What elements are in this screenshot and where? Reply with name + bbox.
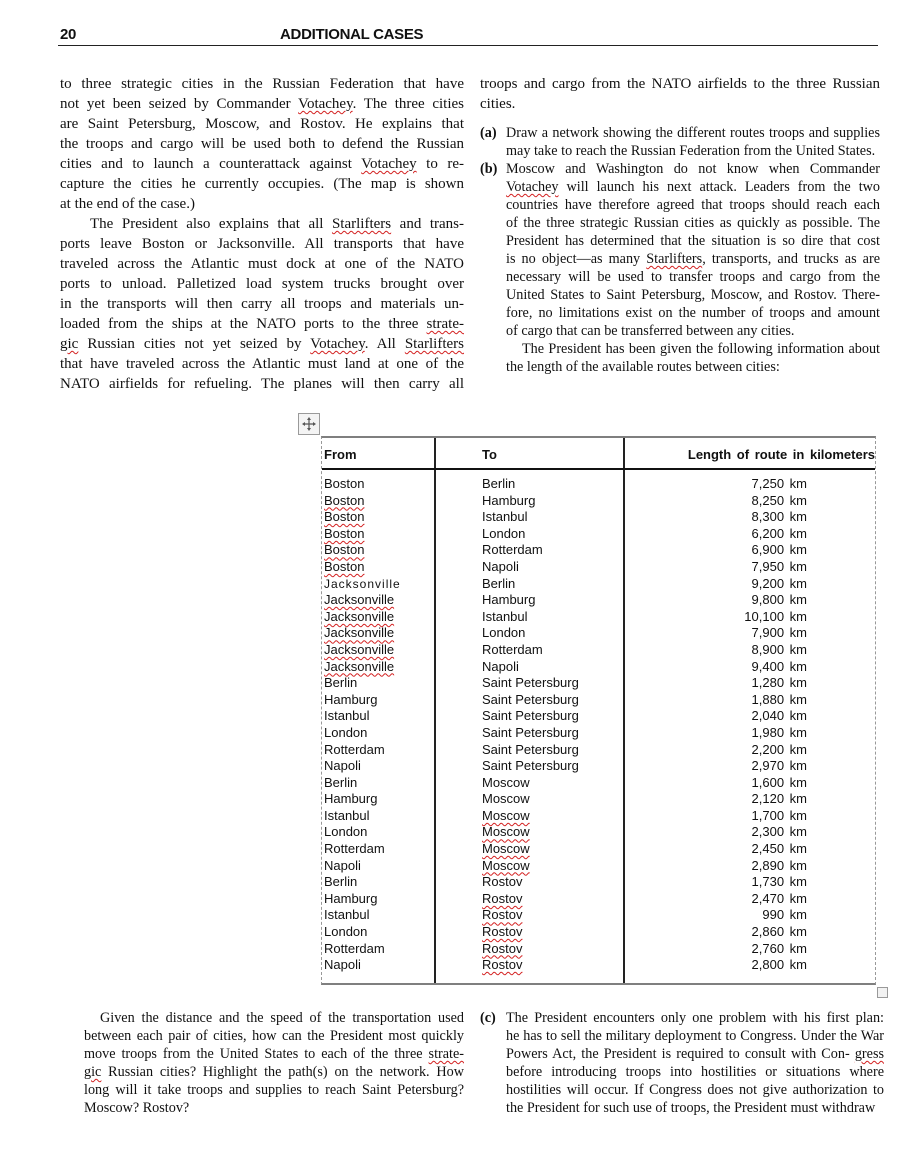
text-line: The President encounters only one problem with his first plan: [506,1010,884,1026]
cell-from: Berlin [324,874,358,890]
cell-from: Napoli [324,857,361,873]
cell-from: Berlin [324,774,358,790]
text-line: NATO airfields for refueling. The planes will then carry all [60,376,464,392]
cell-to: Berlin [482,575,516,591]
question-c [480,1009,884,1117]
cell-length: 8,300 km [751,509,807,525]
cell-to: Rostov [482,940,523,956]
cell-from: London [324,924,368,940]
spellcheck-flagged-word[interactable]: Votachey [310,336,365,352]
table-row [322,742,875,759]
table-row [322,625,875,642]
cell-length: 1,600 km [751,774,807,790]
table-row [322,808,875,825]
cell-from: Boston [324,542,365,558]
table-body [322,476,875,974]
paragraph-president-explains [60,214,464,394]
cell-length: 10,100 km [744,608,807,624]
table-row [322,559,875,576]
text-line: Powers Act, the President is required to consult with Con- gress [506,1046,884,1062]
left-column [60,74,464,394]
cell-length: 6,900 km [751,542,807,558]
cell-to: Saint Petersburg [482,691,579,707]
spellcheck-flagged-word[interactable]: Votachey [298,96,353,112]
table-row [322,659,875,676]
cell-to: Saint Petersburg [482,741,579,757]
question-label: (b) [480,161,498,177]
text-line: of the three strategic Russian cities as quickly as possible. The [506,215,880,231]
table-row [322,758,875,775]
cell-from: Boston [324,525,365,541]
cell-length: 9,800 km [751,592,807,608]
text-line: ports leave Boston or Jacksonville. All transports that have [60,236,464,252]
text-line: Given the distance and the speed of the transportation used [100,1010,464,1026]
cell-length: 2,760 km [751,940,807,956]
cell-length: 8,900 km [751,641,807,657]
question-b [480,160,880,376]
table-row [322,493,875,510]
cell-length: 2,890 km [751,857,807,873]
table-row [322,675,875,692]
cell-length: 990 km [762,907,807,923]
table-header-row [322,438,875,470]
table-row [322,874,875,891]
text-line: cities. [480,96,516,112]
cell-to: Moscow [482,824,530,840]
spellcheck-flagged-word[interactable]: Votachey [361,156,417,172]
cell-length: 9,400 km [751,658,807,674]
text-line: may take to reach the Russian Federation from the United States. [506,143,876,159]
text-line: traveled across the Atlantic must dock at one of the NATO [60,256,464,272]
question-a [480,124,880,160]
paragraph-intro-end [480,74,880,114]
paragraph-intro-continued [60,74,464,214]
routes-table [321,436,876,985]
cell-to: Rotterdam [482,542,543,558]
column-header-from: From [324,447,357,462]
cell-to: Berlin [482,476,516,491]
cell-to: Rostov [482,957,523,973]
spellcheck-flagged-word[interactable]: strate- [426,316,464,332]
table-row [322,924,875,941]
spellcheck-flagged-word[interactable]: strate- [428,1046,464,1062]
cell-length: 7,900 km [751,625,807,641]
table-row [322,609,875,626]
cell-length: 7,950 km [751,558,807,574]
text-line: gic Russian cities? Highlight the path(s) on the network. How [84,1064,464,1080]
cell-to: London [482,525,526,541]
cell-to: Moscow [482,841,530,857]
cell-length: 1,700 km [751,807,807,823]
running-head [58,26,878,46]
cell-from: Boston [324,509,365,525]
spellcheck-flagged-word[interactable]: gress [854,1046,884,1062]
table-move-handle[interactable] [298,413,320,435]
cell-from: Napoli [324,758,361,774]
text-line: Moscow and Washington do not know when Commander [506,161,880,177]
cell-from: Napoli [324,957,361,973]
table-row [322,957,875,974]
text-line: cities and to launch a counterattack against Votachey to re- [60,156,464,172]
text-line: loaded from the ships at the NATO ports to the three strate- [60,316,464,332]
text-line: The President also explains that all Starlifters and trans- [90,216,464,232]
text-line: United States to Saint Petersburg, Moscow, and Rostov. There- [506,287,880,303]
cell-to: Rostov [482,907,523,923]
table-row [322,708,875,725]
cell-from: London [324,724,368,740]
question-label: (c) [480,1010,496,1026]
spellcheck-flagged-word[interactable]: Votachey [506,179,559,195]
running-head-title: ADDITIONAL CASES [280,26,424,43]
cell-to: Hamburg [482,492,536,508]
cell-from: Istanbul [324,907,370,923]
table-row [322,941,875,958]
cell-from: Jacksonville [324,625,395,641]
page-number: 20 [60,26,77,43]
cell-length: 8,250 km [751,492,807,508]
table-row [322,509,875,526]
spellcheck-flagged-word[interactable]: Starlifters [404,336,464,352]
question-c-container [480,1009,884,1117]
cell-from: Jacksonville [324,608,395,624]
cell-to: Saint Petersburg [482,708,579,724]
text-line: he has to sell the military deployment to Congress. Under the War [506,1028,884,1044]
text-line: in the transports will then carry all troops and materials un- [60,296,464,312]
text-line: the length of the available routes between cities: [506,359,780,375]
text-line: Votachey will launch his next attack. Leaders from the two [506,179,880,195]
text-line: Draw a network showing the different routes troops and supplies [506,125,880,141]
cell-to: Istanbul [482,608,528,624]
text-line: President has determined that the situation is so dire that cost [506,233,880,249]
cell-from: Boston [324,476,365,491]
cell-from: London [324,824,368,840]
table-row [322,891,875,908]
table-row [322,642,875,659]
move-arrows-icon [301,416,317,432]
cell-to: Rostov [482,874,523,890]
spellcheck-flagged-word[interactable]: gic [60,336,79,352]
cell-length: 2,970 km [751,758,807,774]
cell-length: 2,120 km [751,791,807,807]
cell-length: 1,880 km [751,691,807,707]
cell-to: Hamburg [482,592,536,608]
text-line: capture the cities he currently occupies. (The map is shown [60,176,464,192]
cell-from: Jacksonville [324,592,395,608]
cell-to: Napoli [482,558,519,574]
cell-from: Istanbul [324,807,370,823]
cell-length: 9,200 km [751,575,807,591]
text-line: gic Russian cities not yet seized by Votachey. All Starlifters [60,336,464,352]
table-row [322,841,875,858]
cell-length: 7,250 km [751,476,807,491]
spellcheck-flagged-word[interactable]: Starlifters [646,251,703,267]
table-row [322,476,875,493]
text-line: before introducing troops into hostilities or situations where [506,1064,884,1080]
cell-to: Rostov [482,924,523,940]
cell-length: 1,730 km [751,874,807,890]
cell-to: Rostov [482,890,523,906]
text-line: hostilities will occur. If Congress does not give authorization to [506,1082,884,1098]
table-row [322,542,875,559]
text-line: that have traveled across the Atlantic must land at one of the [60,356,464,372]
table-row [322,725,875,742]
table-row [322,858,875,875]
cell-from: Hamburg [324,691,378,707]
cell-to: London [482,625,526,641]
cell-to: Rotterdam [482,641,543,657]
cell-length: 1,980 km [751,724,807,740]
text-line: countries have therefore agreed that troops should reach each [506,197,880,213]
cell-from: Jacksonville [324,658,395,674]
cell-from: Berlin [324,675,358,691]
cell-length: 2,450 km [751,841,807,857]
text-line: fore, no limitations exist on the number of troops and amount [506,305,880,321]
table-row [322,907,875,924]
cell-from: Jacksonville [324,576,401,591]
text-line: the President for such use of troops, the President must withdraw [506,1100,876,1116]
cell-to: Saint Petersburg [482,675,579,691]
cell-from: Rotterdam [324,741,385,757]
cell-length: 2,040 km [751,708,807,724]
table-row [322,775,875,792]
cell-length: 2,470 km [751,890,807,906]
cell-from: Rotterdam [324,940,385,956]
spellcheck-flagged-word[interactable]: Starlifters [331,216,392,232]
cell-from: Istanbul [324,708,370,724]
column-header-to: To [482,447,497,462]
text-line: of cargo that can be transferred between any cities. [506,323,795,339]
text-line: Moscow? Rostov? [84,1100,190,1116]
cell-length: 2,800 km [751,957,807,973]
cell-length: 1,280 km [751,675,807,691]
text-line: between each pair of cities, how can the President most quickly [84,1028,464,1044]
table-row [322,526,875,543]
text-line: troops and cargo from the NATO airfields to the three Russian [480,76,880,92]
column-header-length: Length of route in kilometers [687,447,875,462]
text-line: not yet been seized by Commander Votachey. The three cities [60,96,464,112]
table-row [322,791,875,808]
cell-length: 2,300 km [751,824,807,840]
cell-from: Hamburg [324,791,378,807]
cell-from: Jacksonville [324,641,395,657]
cell-to: Saint Petersburg [482,758,579,774]
table-row [322,824,875,841]
cell-to: Moscow [482,791,530,807]
cell-length: 6,200 km [751,525,807,541]
table-row [322,592,875,609]
right-column [480,74,880,376]
text-line: the troops and cargo will be used both to defend the Russian [60,136,464,152]
header-rule [58,45,878,46]
cell-to: Moscow [482,857,530,873]
text-line: are Saint Petersburg, Moscow, and Rostov. He explains that [60,116,464,132]
table-row [322,576,875,593]
cell-to: Napoli [482,658,519,674]
cell-to: Istanbul [482,509,528,525]
table-row [322,692,875,709]
cell-from: Boston [324,492,365,508]
text-line: move troops from the United States to each of the three strate- [84,1046,464,1062]
text-line: is no object—as many Starlifters, transports, and trucks as are [506,251,881,267]
cell-length: 2,860 km [751,924,807,940]
text-line: long will it take troops and supplies to reach Saint Petersburg? [84,1082,464,1098]
text-line: The President has been given the following information about [522,341,880,357]
cell-from: Rotterdam [324,841,385,857]
cell-to: Saint Petersburg [482,724,579,740]
cell-from: Boston [324,558,365,574]
question-label: (a) [480,125,497,141]
resize-square-icon[interactable] [877,987,888,998]
text-line: ports to unload. Palletized load system trucks brought over [60,276,464,292]
text-line: to three strategic cities in the Russian Federation that have [60,76,464,92]
spellcheck-flagged-word[interactable]: gic [84,1064,102,1080]
cell-to: Moscow [482,807,530,823]
cell-length: 2,200 km [751,741,807,757]
text-line: necessary will be used to transfer troops and cargo from the [506,269,880,285]
text-line: at the end of the case.) [60,196,195,212]
cell-from: Hamburg [324,890,378,906]
cell-to: Moscow [482,774,530,790]
question-b-continued [84,1009,464,1117]
